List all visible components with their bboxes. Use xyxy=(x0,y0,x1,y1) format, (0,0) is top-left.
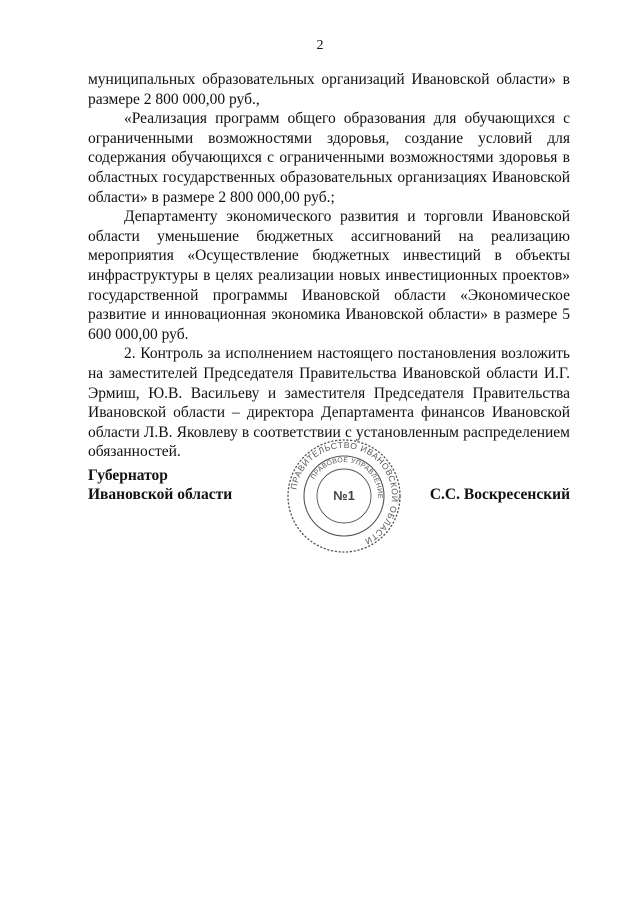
signatory-name: С.С. Воскресенский xyxy=(429,486,570,503)
signatory-position xyxy=(88,466,232,504)
paragraph-control-clause: 2. Контроль за исполнением настоящего постановления возложить на заместителей Председателя Правительства Ивановской области И.Г. Эрмиш, Ю.В. Васильеву и заместителя Председателя Правительства Ивановской области – директора Департамента финансов Ивановской области Л.В. Яковлеву в соответствии с установленным распределением обязанностей. xyxy=(88,345,570,461)
paragraph-special-needs-education: «Реализация программ общего образования для обучающихся с ограниченными возможностями здоровья, создание условий для содержания обучающихся с ограниченными возможностями здоровья в областных государственных образовательных организациях Ивановской области» в размере 2 800 000,00 руб.; xyxy=(88,110,570,206)
stamp-outer-text: ПРАВИТЕЛЬСТВО ИВАНОВСКОЙ ОБЛАСТИ xyxy=(288,439,401,547)
page-number: 2 xyxy=(316,38,324,53)
official-seal-stamp xyxy=(286,438,402,554)
signature-block xyxy=(88,439,570,576)
stamp-inner-text: ПРАВОВОЕ УПРАВЛЕНИЕ xyxy=(309,456,384,499)
stamp-number: №1 xyxy=(333,488,355,503)
signatory-region: Ивановской области xyxy=(88,486,233,503)
paragraph-continuation: муниципальных образовательных организаций Ивановской области» в размере 2 800 000,00 руб., xyxy=(88,71,570,108)
paragraph-economic-development: Департаменту экономического развития и торговли Ивановской области уменьшение бюджетных ассигнований на реализацию мероприятия «Осуществление бюджетных инвестиций в объекты инфраструктуры в целях реализации новых инвестиционных проектов» государственной программы Ивановской области «Экономическое развитие и инновационная экономика Ивановской области» в размере 5 600 000,00 руб. xyxy=(88,208,570,343)
document-body xyxy=(88,70,570,462)
signatory-title: Губернатор xyxy=(88,467,168,484)
